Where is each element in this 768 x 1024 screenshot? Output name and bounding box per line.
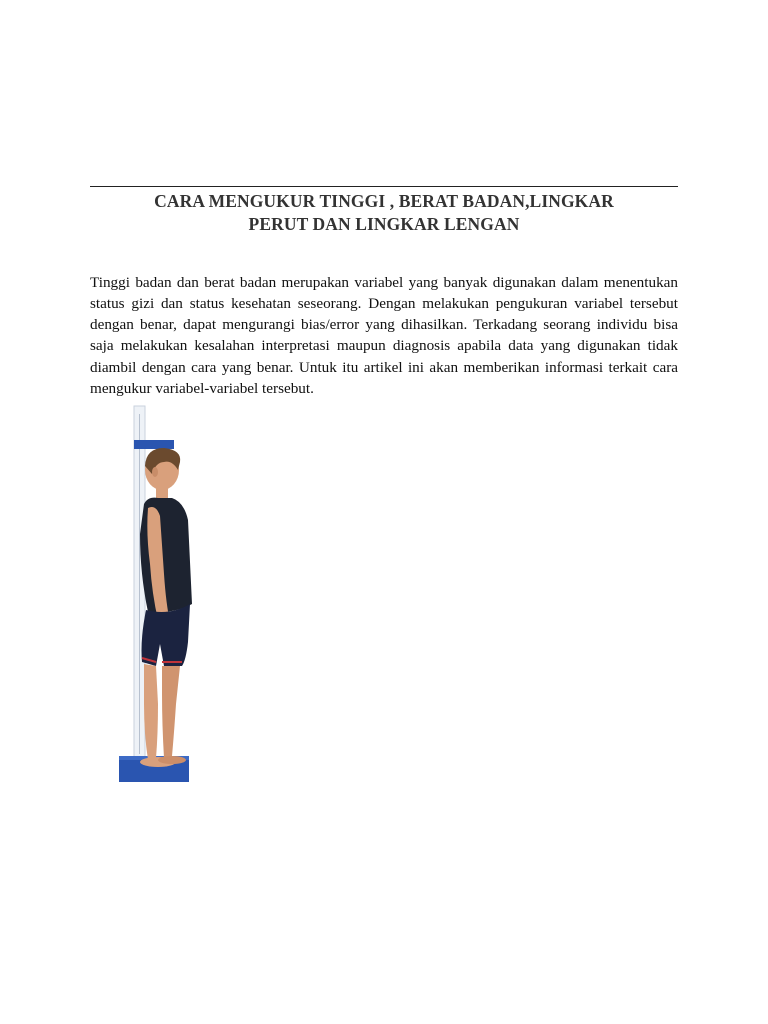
intro-paragraph: Tinggi badan dan berat badan merupakan variabel yang banyak digunakan dalam menentukan status gizi dan status kesehatan seseorang. Dengan melakukan pengukuran variabel tersebut dengan benar, dapat mengurangi bias/error yang dihasilkan. Terkadang seorang individu bisa saja melakukan kesalahan interpretasi maupun diagnosis apabila data yang digunakan tidak diambil dengan cara yang benar. Untuk itu artikel ini akan memberikan informasi terkait cara mengukur variabel-variabel tersebut. (90, 274, 678, 397)
neck (156, 486, 168, 500)
stadiometer-person-illustration (112, 404, 212, 786)
stadiometer-figure (112, 404, 212, 786)
page-title (90, 190, 678, 236)
title-divider (90, 186, 678, 187)
title-line-2: PERUT DAN LINGKAR LENGAN (248, 214, 520, 234)
legs (144, 664, 158, 760)
title-line-1: CARA MENGUKUR TINGGI , BERAT BADAN,LINGKAR (154, 191, 614, 211)
stadiometer-headpiece (134, 440, 174, 449)
shorts (142, 604, 191, 666)
